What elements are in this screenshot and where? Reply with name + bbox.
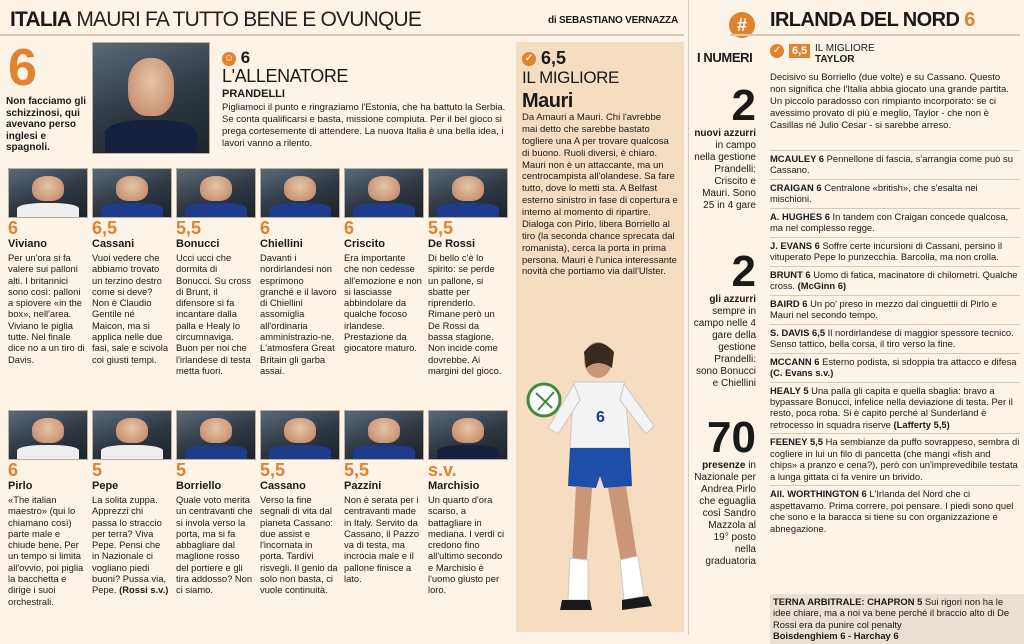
headline: MAURI FA TUTTO BENE E OVUNQUE: [71, 8, 422, 31]
opp-player-text: Soffre certe incursioni di Cassani, persino il vituperato Pepe lo punzecchia. Barcolla, ma non crolla.: [770, 239, 1003, 263]
stat-number: 2: [731, 81, 756, 130]
player-name: De Rossi: [428, 238, 476, 250]
player-photo: [176, 410, 256, 460]
stat-block: [692, 81, 756, 212]
player-name: Bonucci: [176, 238, 220, 250]
coach-photo: [92, 42, 210, 154]
player-photo: [8, 168, 88, 218]
coach-text: Pigliamoci il punto e ringraziamo l'Estonia, che ha battuto la Serbia. Se conta qualificarsi e basta, missione compiuta. Per il bel gioco si prega cortesemente di attendere. La nuova Italia è una bella idea, i lavori vanno a rilento.: [222, 102, 506, 149]
team-vote: 6: [8, 39, 37, 97]
player-name: Pirlo: [8, 480, 33, 492]
opp-player-name: S. DAVIS 6,5: [770, 326, 826, 338]
stat-block: [692, 247, 756, 390]
player-name: Pepe: [92, 480, 119, 492]
player-vote: 5: [176, 460, 187, 480]
stat-body: in Nazionale per Andrea Pirlo che eguaglia così Sandro Mazzola al 19° posto nella graduatoria: [694, 460, 756, 567]
opp-player-text: Pennellone di fascia, s'arrangia come può su Cassano.: [770, 153, 1013, 176]
best-vote: 6,5: [541, 48, 567, 68]
opp-best-label: IL MIGLIORE: [815, 43, 875, 54]
opp-player-text: Il nordirlandese di maggior spessore tecnico. Senso tattico, bella corsa, il tiro verso la fine.: [770, 326, 1014, 350]
opp-player-text: L'Irlanda del Nord che ci aspettavamo. Prima correre, poi pensare. I piedi sono quel che sono e la baracca si tiene su con organizzazione e abnegazione.: [770, 488, 1014, 534]
byline: di SEBASTIANO VERNAZZA: [547, 15, 678, 26]
list-item: [770, 433, 1020, 485]
list-item: [770, 266, 1020, 295]
opp-player-name: CRAIGAN 6: [770, 181, 822, 193]
opp-player-text: In tandem con Craigan concede qualcosa, ma nel complesso regge.: [770, 210, 1009, 234]
opp-player-name: J. EVANS 6: [770, 239, 820, 251]
referee-label: TERNA ARBITRALE: CHAPRON 5: [773, 596, 923, 607]
shirt-number: 6: [596, 409, 605, 426]
coach-vote: 6: [240, 48, 251, 67]
player-photo: [92, 410, 172, 460]
player-photo: [344, 410, 424, 460]
player-vote: 6,5: [92, 218, 118, 238]
stat-body: in campo nella gestione Prandelli: Criscito e Mauri. Sono 25 in 4 gare: [694, 140, 756, 211]
referee-box: [770, 594, 1024, 644]
list-item: [770, 324, 1020, 353]
player-vote: 5: [92, 460, 103, 480]
stat-lead: presenze: [702, 460, 746, 471]
opp-player-name: MCCANN 6: [770, 355, 820, 367]
player-photo: [8, 410, 88, 460]
list-item: [770, 353, 1020, 382]
opp-player-name: BRUNT 6: [770, 268, 811, 280]
list-item: [770, 382, 1020, 434]
coach-role: L'ALLENATORE: [222, 66, 349, 86]
list-item: [770, 179, 1020, 208]
player-name: Borriello: [176, 480, 222, 492]
opp-player-name: BAIRD 6: [770, 297, 808, 309]
list-item: [770, 295, 1020, 324]
opp-player-sub: (C. Evans s.v.): [770, 367, 834, 379]
stat-block: [692, 413, 756, 568]
thumbs-up-icon: ✓: [770, 44, 784, 58]
player-text: Per un'ora si fa valere sui palloni alti. I britannici sono così: palloni a spiovere «in the box», nell'area. Viviano le piglia tutte. Nel finale dice no a un tiro di Davis.: [8, 252, 85, 365]
player-text-body: La solita zuppa. Apprezzi chi passa lo straccio per terra? Viva Pepe. Pensi che in Nazionale ci vogliano piedi buoni? Pussa via, Pepe.: [92, 494, 167, 596]
player-photo: [176, 168, 256, 218]
opp-player-text: Una palla gli capita e quella sbaglia: bravo a bypassare Bonucci, infelice nella deviazione di testa. Per il resto, poca roba. Si è capito perché al Sunderland è retrocesso in squadra riserve: [770, 384, 1013, 430]
player-name: Chiellini: [260, 238, 303, 250]
player-photo: [428, 168, 508, 218]
referee-text: Sui rigori non ha le idee chiare, ma a noi va bene perché il braccio alto di De Rossi era da punire col penalty: [773, 596, 1010, 630]
team-note: Non facciamo gli schizzinosi, qui avevano perso inglesi e spagnoli.: [6, 96, 87, 153]
coach-vote-line: [222, 48, 250, 68]
stat-number: 70: [707, 413, 756, 462]
player-text: Un quarto d'ora scarso, a battagliare in mediana. I verdi ci credono fino all'ultimo secondo e Marchisio è l'uomo giusto per loro.: [428, 494, 505, 596]
best-text: Da Amauri a Mauri. Chi l'avrebbe mai detto che sarebbe bastato togliere una A per trovare qualcosa di buono. Ruoli diversi, è chiaro. Mauri non è un attaccante, ma un centrocampista all'olandese. Sa fare tutto, dove lo metti sta. A Belfast esterno sinistro in fase di copertura e interno al momento di ripartire. Dialoga con Pirlo, libera Borriello al tiro (la seconda chance sprecata dal romanista), cerca la porta in prima persona. Mauri è l'unica interessante novità che portiamo via dall'Ulster.: [522, 112, 678, 278]
opp-player-name: All. WORTHINGTON 6: [770, 488, 867, 500]
opp-player-name: HEALY 5: [770, 384, 809, 396]
referee-assistants: Boisdenghiem 6 - Harchay 6: [773, 630, 899, 642]
opp-player-name: A. HUGHES 6: [770, 210, 830, 222]
opp-player-text: Ha sembianze da puffo sovrappeso, sembra di cogliere in lui un filo di pancetta (che mangi «fish and chips» a pranzo e cena?), però con un'imprevedibile testata a lunga gittata ci fa venire un brivido.: [770, 436, 1020, 482]
player-text: Ucci ucci che dormita di Bonucci. Su cross di Brunt, il difensore si fa incantare dalla palla e Healy lo circumnaviga. Buon per noi che l'irlandese di testa metta fuori.: [176, 252, 252, 376]
opp-player-text: Esterno podista, si sdoppia tra attacco e difesa: [822, 355, 1017, 367]
opp-player-name: MCAULEY 6: [770, 153, 825, 164]
stat-number: 2: [731, 247, 756, 296]
player-name: Criscito: [344, 238, 385, 250]
player-vote: 5,5: [176, 218, 202, 238]
player-vote: 6: [8, 460, 19, 480]
team-name: ITALIA: [10, 8, 72, 31]
player-name: Marchisio: [428, 480, 480, 492]
player-vote: 6: [344, 218, 355, 238]
opp-best-name: TAYLOR: [815, 54, 855, 65]
player-text: Era importante che non cedesse all'emozione e non si lasciasse abbindolare da qualche focoso irlandese. Prestazione da giocatore maturo.: [344, 252, 422, 354]
article-title: [10, 8, 421, 32]
best-name: Mauri: [522, 90, 573, 112]
opponent-name: IRLANDA DEL NORD: [770, 9, 960, 31]
opp-player-text: Uomo di fatica, macinatore di chilometri. Qualche cross.: [770, 268, 1018, 292]
player-figure-image: [526, 338, 676, 628]
player-photo: [344, 168, 424, 218]
player-vote: 5,5: [344, 460, 370, 480]
best-vote-line: [522, 48, 566, 69]
player-text: Vuoi vedere che abbiamo trovato un terzino destro come si deve? Non è Claudio Gentile né Maicon, ma si applica nelle due fasi, sale e scivola coi giusti tempi.: [92, 252, 169, 365]
stat-lead: gli azzurri: [709, 294, 756, 305]
player-text: Quale voto merita un centravanti che si invola verso la porta, ma si fa abbagliare dal maglione rosso del portiere e gli tira addosso? Non ci siamo.: [176, 494, 253, 596]
opponent-title: [770, 9, 975, 32]
list-item: [770, 150, 1020, 179]
list-item: [770, 237, 1020, 266]
column-divider: [688, 0, 689, 635]
player-photo: [428, 410, 508, 460]
stat-text: [692, 460, 756, 568]
best-label: IL MIGLIORE: [522, 68, 619, 87]
player-vote: 5,5: [260, 460, 286, 480]
player-name: Cassani: [92, 238, 135, 250]
player-sub: (Rossi s.v.): [119, 584, 169, 596]
player-text: «The italian maestro» (qui lo chiamano così) parte male e chiude bene. Per un tempo si limita all'ovvio, poi piglia la bacchetta e dirige i suoi orchestrali.: [8, 494, 84, 607]
player-text: Verso la fine segnali di vita dal pianeta Cassano: due assist e l'incornata in porta. Tardivi risvegli. Il genio da solo non basta, ci vuole continuità.: [260, 494, 338, 596]
numbers-title: I NUMERI: [697, 50, 753, 65]
player-name: Cassano: [260, 480, 306, 492]
opp-player-sub: (Lafferty 5,5): [893, 418, 950, 430]
opp-player-text: Centralone «british», che s'esalta nei mischioni.: [770, 181, 978, 205]
opponent-ratings-list: [770, 150, 1020, 537]
hash-icon: #: [729, 12, 755, 38]
stat-text: [692, 128, 756, 212]
stat-body: sempre in campo nelle 4 gare della gestione Prandelli: sono Bonucci e Chiellini: [693, 306, 756, 389]
player-vote: s.v.: [428, 460, 457, 480]
player-photo: [92, 168, 172, 218]
opp-best-text: Decisivo su Borriello (due volte) e su Cassano. Questo non significa che l'Italia abbia giocato una grande partita. Un piccolo paradosso con rimpianto incorporato: se ci avessimo provato di più e meglio, Taylor - che non è Casillas né Julio Cesar - si sarebbe arreso.: [770, 72, 1009, 131]
player-text: Non è serata per i centravanti made in Italy. Servito da Cassano, il Pazzo va di testa, ma incrocia male e il pallone finisce a lato.: [344, 494, 420, 584]
opp-player-text: Un po' preso in mezzo dal cinguettii di Pirlo e Mauri nel secondo tempo.: [770, 297, 997, 321]
vote-icon: ☺: [223, 52, 235, 64]
opp-player-name: FEENEY 5,5: [770, 436, 823, 448]
player-name: Viviano: [8, 238, 47, 250]
stat-lead: nuovi azzurri: [694, 128, 756, 139]
coach-name: PRANDELLI: [222, 88, 285, 100]
player-name: Pazzini: [344, 480, 382, 492]
left-header: [0, 6, 684, 36]
opponent-vote: 6: [964, 9, 975, 31]
list-item: [770, 208, 1020, 237]
opp-best-vote: 6,5: [789, 44, 810, 58]
player-photo: [260, 168, 340, 218]
list-item: [770, 485, 1020, 537]
player-vote: 6: [260, 218, 271, 238]
thumbs-up-icon: ✓: [522, 52, 536, 66]
player-vote: 5,5: [428, 218, 454, 238]
player-text: Di bello c'è lo spirito: se perde un pallone, si sbatte per riprenderlo. Rimane però un De Rossi da bassa stagione. Non incide come dovrebbe. Ai margini del gioco.: [428, 252, 502, 376]
right-header: [730, 6, 1020, 36]
player-vote: 6: [8, 218, 19, 238]
opp-player-sub: (McGinn 6): [797, 280, 847, 292]
player-text: Davanti i nordirlandesi non esprimono granché e il lavoro di Chiellini assomiglia all'ordinaria amministrazio-ne. L'atmosfera Great Britain gli garba assai.: [260, 252, 337, 376]
player-photo: [260, 410, 340, 460]
stat-text: [692, 294, 756, 390]
player-text: [92, 494, 170, 596]
